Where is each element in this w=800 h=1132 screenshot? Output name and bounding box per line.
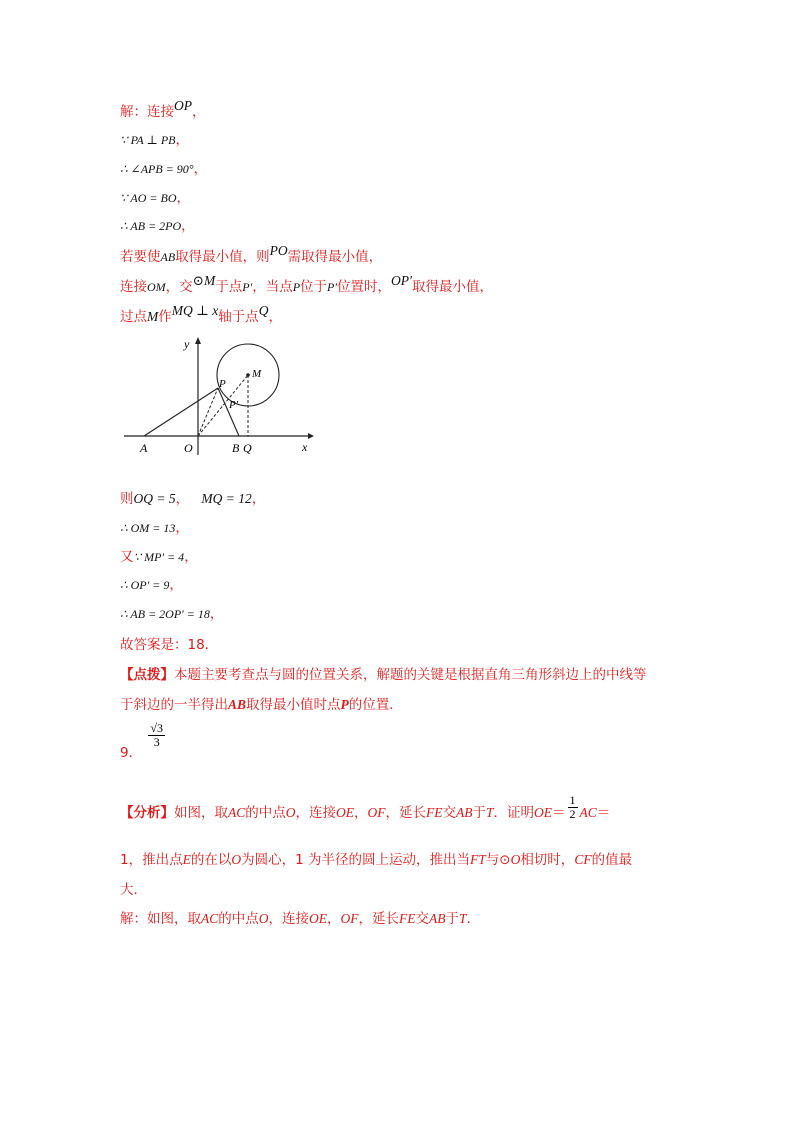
x-axis-arrow xyxy=(308,433,314,439)
segment-ap xyxy=(144,388,218,436)
solution-line-5: ∴ AB = 2PO， xyxy=(120,218,195,234)
solution-line-3: ∴ ∠APB = 90°， xyxy=(120,161,208,177)
answer-line: 故答案是：18． xyxy=(120,637,219,653)
solution-line-10: ∴ OM = 13， xyxy=(120,520,189,536)
solution-line-12: ∴ OP′ = 9， xyxy=(120,577,183,593)
solution-start-line: 解：如图，取AC的中点O，连接OE，OF，延长FE交AB于T． xyxy=(120,911,481,927)
tip-line-2: 于斜边的一半得出AB取得最小值时点P的位置． xyxy=(120,697,403,713)
solution-line-7: 连接OM，交⊙M于点P′，当点P位于P′位置时，OP′取得最小值， xyxy=(120,273,493,295)
label-x: x xyxy=(302,440,308,454)
label-m: M xyxy=(252,368,262,380)
label-y: y xyxy=(184,337,190,351)
tip-line-1: 【点拨】本题主要考查点与圆的位置关系，解题的关键是根据直角三角形斜边上的中线等 xyxy=(120,667,647,683)
geometry-figure xyxy=(118,335,318,460)
solution-line-8: 过点M作MQ ⊥ x轴于点Q， xyxy=(120,303,282,325)
solution-line-6: 若要使AB取得最小值，则PO需取得最小值， xyxy=(120,243,383,265)
label-p-prime: P′ xyxy=(229,399,239,411)
solution-line-9: 则OQ = 5， MQ = 12， xyxy=(120,491,266,507)
analysis-line-3: 大． xyxy=(120,882,147,898)
analysis-line-2: 1，推出点E的在以O为圆心，1 为半径的圆上运动，推出当FT与⊙O相切时，CF的值最 xyxy=(120,852,633,868)
label-a: A xyxy=(140,441,148,455)
question-9-answer: 9． $\frac{√3}{3}$ xyxy=(120,721,163,761)
label-b: B xyxy=(232,441,240,455)
label-q: Q xyxy=(243,441,252,455)
label-p: P xyxy=(219,378,226,390)
solution-line-13: ∴ AB = 2OP′ = 18， xyxy=(120,606,224,622)
label-o: O xyxy=(184,441,193,455)
solution-line-4: ∵ AO = BO， xyxy=(120,190,191,206)
segment-op-dashed xyxy=(198,388,218,436)
fraction-sqrt3-over-3: $\frac{√3}{3}$ xyxy=(150,721,163,749)
solution-line-11: 又∵ MP′ = 4， xyxy=(120,549,198,565)
y-axis-arrow xyxy=(195,337,201,344)
solution-line-1: 解：连接OP， xyxy=(120,98,206,120)
segment-pb xyxy=(218,388,239,436)
fraction-half: $\frac{1}{2}$ xyxy=(569,793,576,821)
solution-line-2: ∵ PA ⊥ PB， xyxy=(120,132,189,148)
analysis-line-1: 【分析】如图，取AC的中点O，连接OE，OF，延长FE交AB于T．证明OE＝ $\frac{1}{2}$ AC＝ xyxy=(120,793,611,821)
